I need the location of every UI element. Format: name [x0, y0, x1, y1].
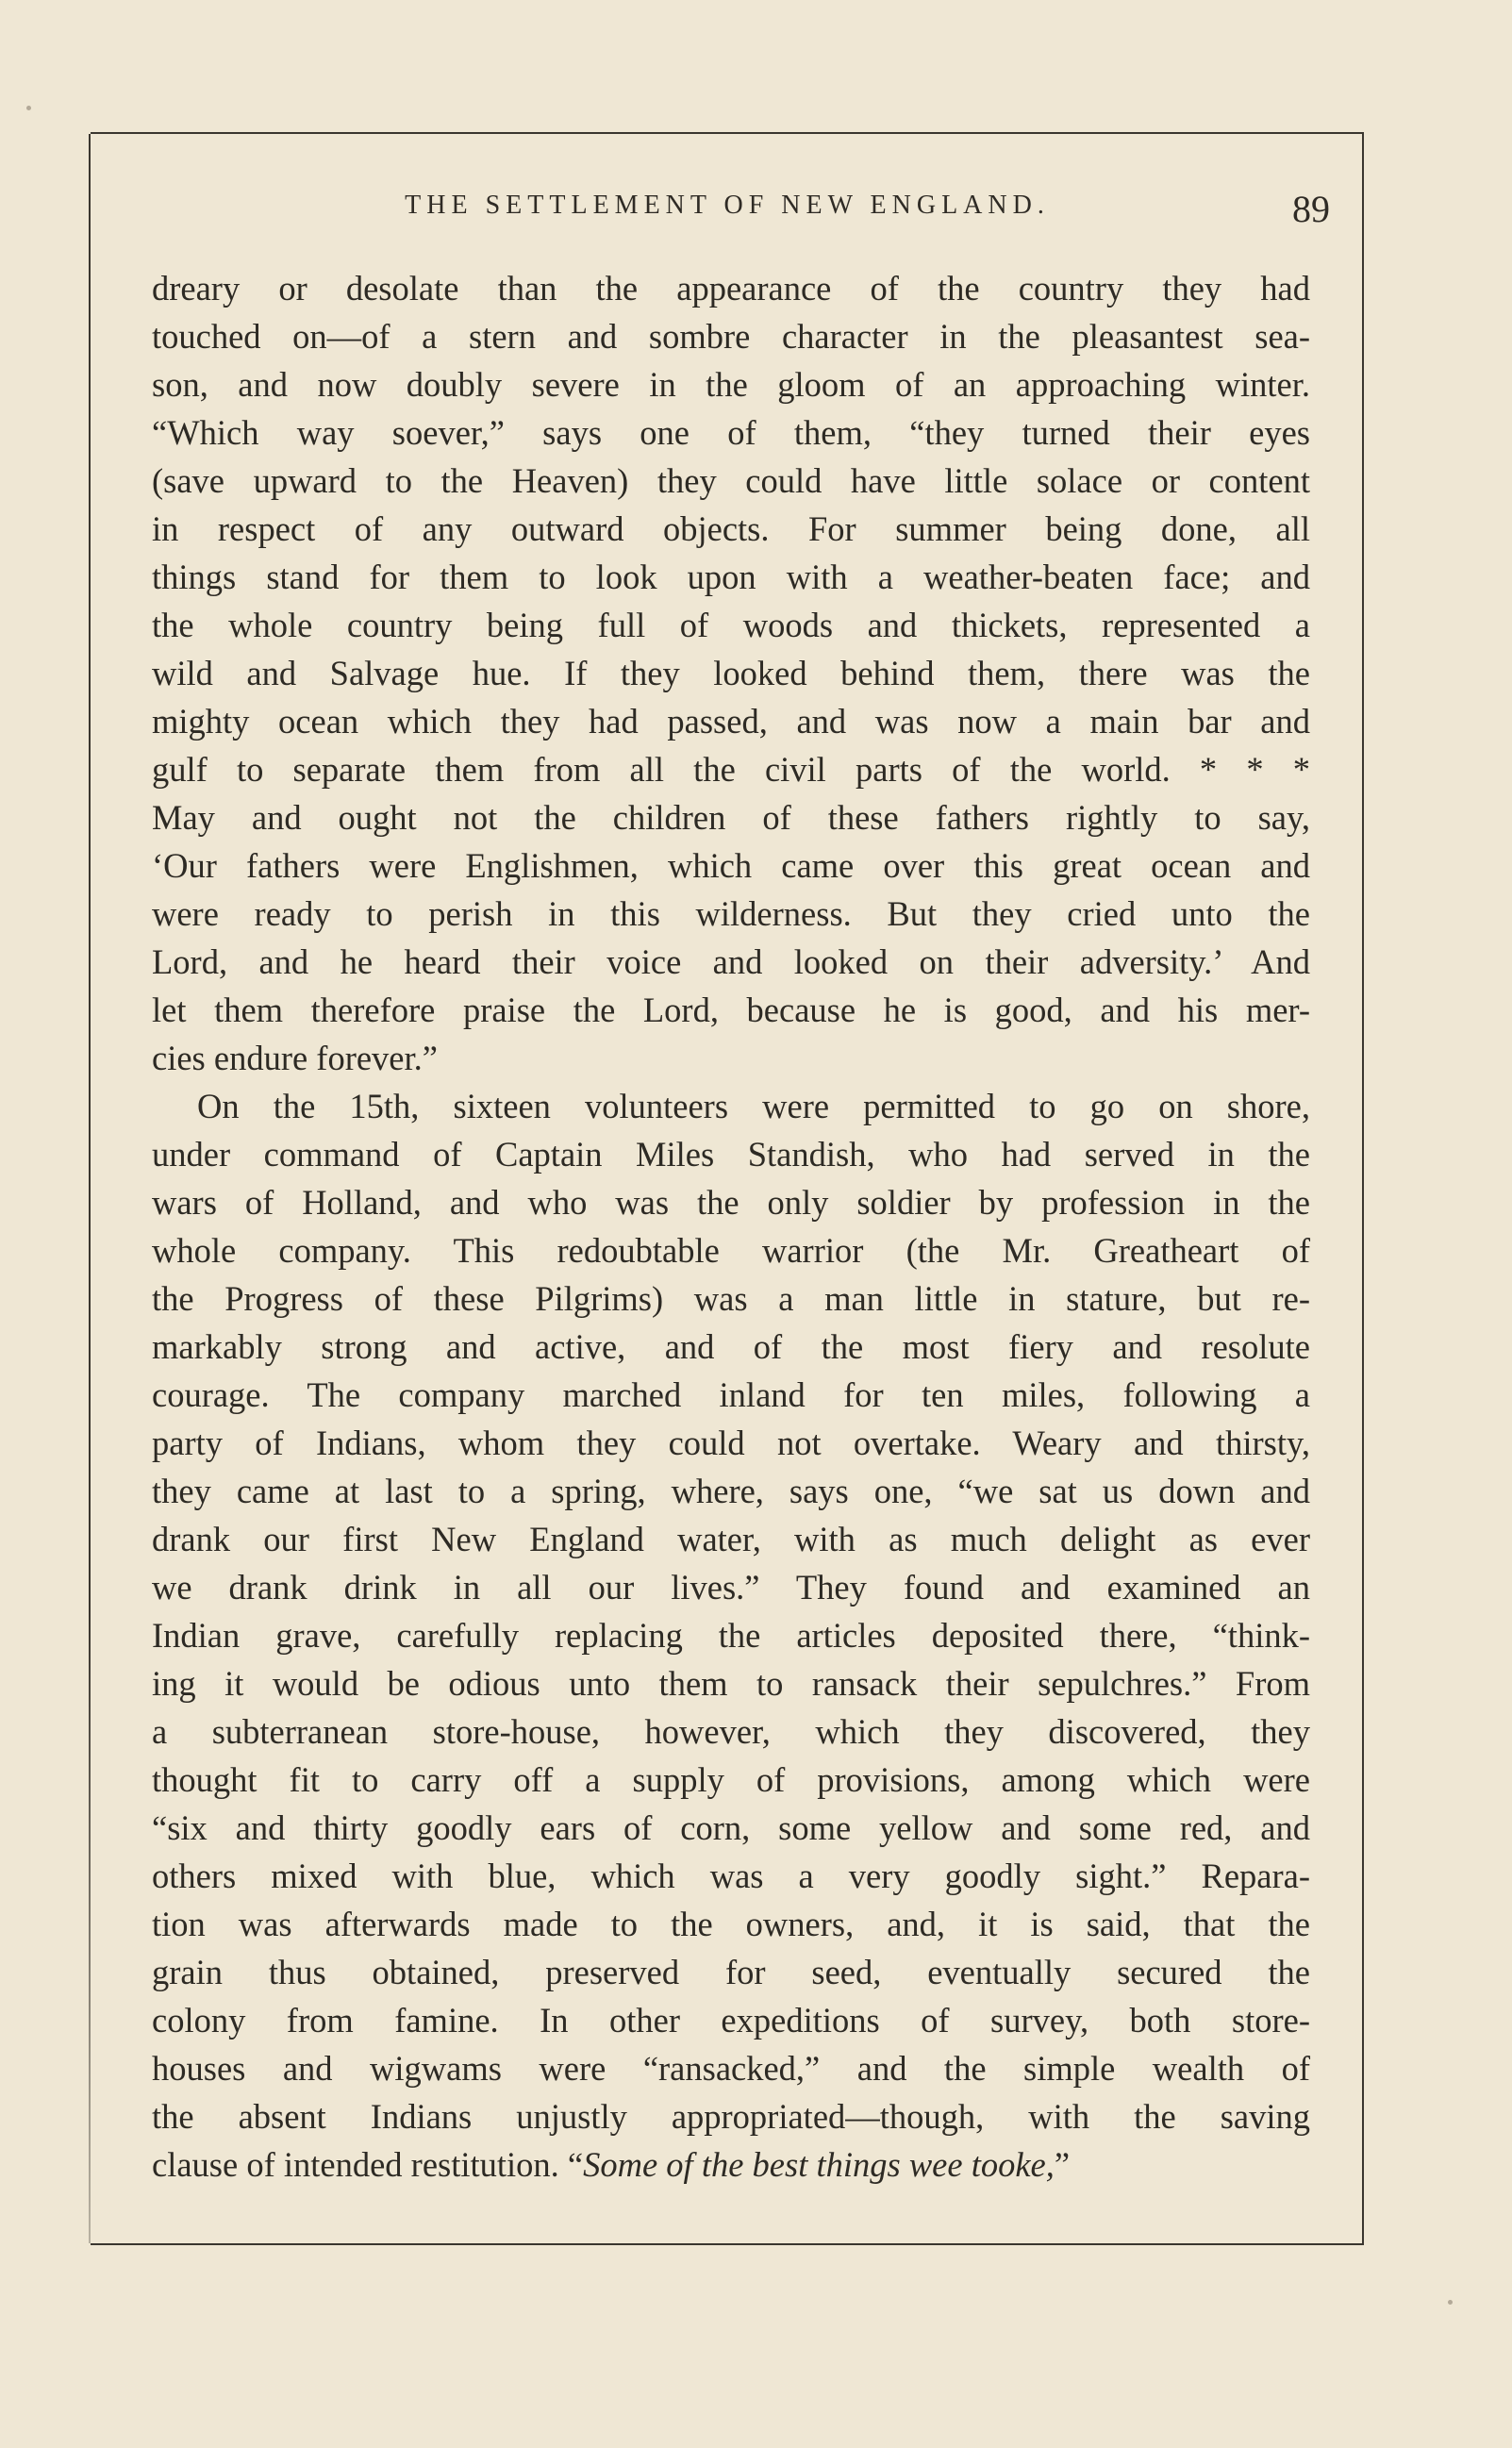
text-line: (save upward to the Heaven) they could have little solace or content [152, 461, 1310, 500]
text-line: dreary or desolate than the appearance of the country they had [152, 269, 1310, 308]
paragraph-2 [152, 1082, 1310, 2140]
text-line: Lord, and he heard their voice and looked on their adversity.’ And [152, 942, 1310, 981]
text-line: May and ought not the children of these fathers rightly to say, [152, 798, 1310, 837]
text-line: they came at last to a spring, where, says one, “we sat us down and [152, 1472, 1310, 1510]
text-line: gulf to separate them from all the civil parts of the world. * * * [152, 750, 1310, 789]
final-line-end: ” [1054, 2145, 1071, 2184]
page-number: 89 [1292, 188, 1330, 230]
text-line: houses and wigwams were “ransacked,” and the simple wealth of [152, 2049, 1310, 2088]
text-line: under command of Captain Miles Standish, who had served in the [152, 1135, 1310, 1174]
text-line: tion was afterwards made to the owners, and, it is said, that the [152, 1905, 1310, 1943]
text-line: in respect of any outward objects. For summer being done, all [152, 509, 1310, 548]
text-line: wild and Salvage hue. If they looked behind them, there was the [152, 654, 1310, 692]
paper-speck [26, 106, 31, 110]
final-line-start: clause of intended restitution. “ [152, 2145, 584, 2184]
text-line: the absent Indians unjustly appropriated—though, with the saving [152, 2097, 1310, 2136]
text-line: grain thus obtained, preserved for seed, eventually secured the [152, 1953, 1310, 1991]
text-line: “six and thirty goodly ears of corn, some yellow and some red, and [152, 1808, 1310, 1847]
text-line: the whole country being full of woods and thickets, represented a [152, 606, 1310, 644]
running-head [91, 187, 1364, 234]
text-line-final [152, 2140, 1310, 2189]
text-line: ‘Our fathers were Englishmen, which came over this great ocean and [152, 846, 1310, 885]
text-line: a subterranean store-house, however, which they discovered, they [152, 1712, 1310, 1751]
text-line: thought fit to carry off a supply of provisions, among which were [152, 1760, 1310, 1799]
text-line: wars of Holland, and who was the only soldier by profession in the [152, 1183, 1310, 1222]
text-line: the Progress of these Pilgrims) was a man little in stature, but re- [152, 1279, 1310, 1318]
text-line: ing it would be odious unto them to ransack their sepulchres.” From [152, 1664, 1310, 1703]
text-line: others mixed with blue, which was a very goodly sight.” Repara- [152, 1857, 1310, 1895]
text-line: whole company. This redoubtable warrior (the Mr. Greatheart of [152, 1231, 1310, 1270]
text-line: markably strong and active, and of the most fiery and resolute [152, 1327, 1310, 1366]
text-line: cies endure forever.” [152, 1039, 438, 1077]
text-line: “Which way soever,” says one of them, “they turned their eyes [152, 413, 1310, 452]
italic-quote: Some of the best things wee tooke, [583, 2145, 1055, 2184]
text-line: colony from famine. In other expeditions of survey, both store- [152, 2001, 1310, 2040]
text-line: son, and now doubly severe in the gloom of an approaching winter. [152, 365, 1310, 404]
text-line: Indian grave, carefully replacing the articles deposited there, “think- [152, 1616, 1310, 1655]
text-line: we drank drink in all our lives.” They found and examined an [152, 1568, 1310, 1607]
text-line: let them therefore praise the Lord, because he is good, and his mer- [152, 991, 1310, 1029]
paragraph-1 [152, 264, 1310, 1082]
text-line: mighty ocean which they had passed, and was now a main bar and [152, 702, 1310, 741]
text-line: party of Indians, whom they could not overtake. Weary and thirsty, [152, 1424, 1310, 1462]
text-line: touched on—of a stern and sombre character in the pleasantest sea- [152, 317, 1310, 356]
text-line: On the 15th, sixteen volunteers were permitted to go on shore, [197, 1087, 1310, 1125]
running-title: THE SETTLEMENT OF NEW ENGLAND. [405, 191, 1050, 220]
paper-speck [1448, 2300, 1453, 2305]
body-text [152, 264, 1310, 2189]
text-line: things stand for them to look upon with a weather-beaten face; and [152, 558, 1310, 596]
text-line: courage. The company marched inland for ten miles, following a [152, 1375, 1310, 1414]
text-line: were ready to perish in this wilderness. But they cried unto the [152, 894, 1310, 933]
text-line: drank our first New England water, with as much delight as ever [152, 1520, 1310, 1558]
